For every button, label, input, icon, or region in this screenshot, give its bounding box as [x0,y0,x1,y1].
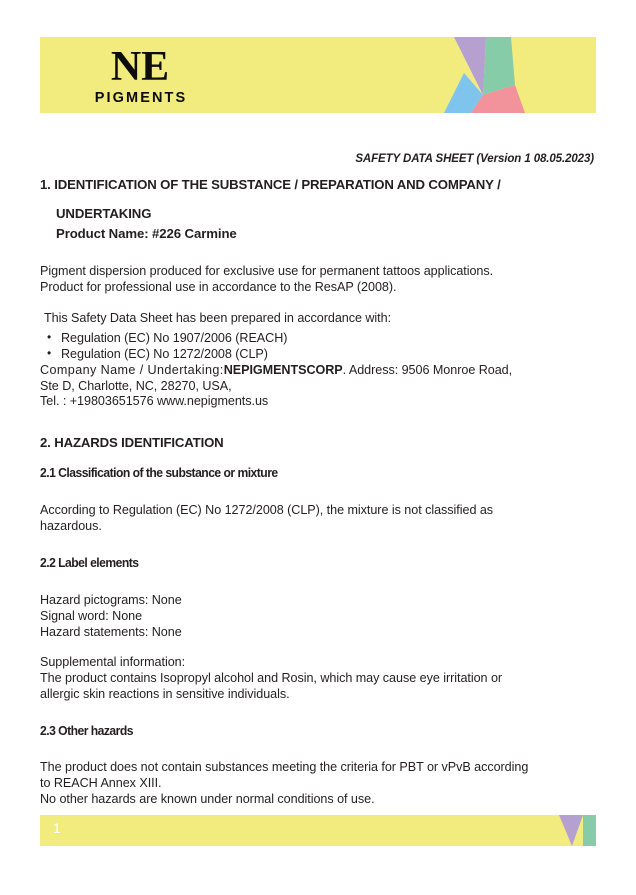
hazard-statements: Hazard statements: None [40,624,182,639]
section-2-3-title: 2.3 Other hazards [40,723,133,738]
company-line-1 [40,363,596,379]
brand-name: NE [110,44,170,90]
prepared-lead: This Safety Data Sheet has been prepared in accordance with: [44,311,392,326]
company-name: NEPIGMENTSCORP [223,362,343,377]
product-name: Product Name: #226 Carmine [56,225,237,241]
brand-subtitle: PIGMENTS [94,89,188,106]
footer-banner [40,815,596,846]
safety-data-sheet-version: SAFETY DATA SHEET (Version 1 08.05.2023) [355,153,594,165]
company-contact: Tel. : +19803651576 www.nepigments.us [40,394,269,409]
undertaking-label: UNDERTAKING [56,205,152,221]
list-item: • Regulation (EC) No 1272/2008 (CLP) [45,347,596,363]
intro-line-1: Pigment dispersion produced for exclusive use for permanent tattoos applications. [40,264,494,279]
section-1-intro [40,264,596,296]
regulation-list [40,331,596,363]
company-label: Company Name / Undertaking: [40,362,224,377]
section-2-2-title: 2.2 Label elements [40,556,139,571]
classification-line-1: According to Regulation (EC) No 1272/2008 (CLP), the mixture is not classified as [40,502,494,517]
classification-line-2: hazardous. [40,518,102,533]
other-hazards-line-2: to REACH Annex XIII. [40,776,162,791]
header-banner [40,37,596,113]
section-2-1-title: 2.1 Classification of the substance or mixture [40,466,278,481]
company-address-part-1: . Address: 9506 Monroe Road, [342,362,513,377]
intro-line-2: Product for professional use in accordance to the ResAP (2008). [40,280,397,295]
hourglass-butterfly-mark-icon [442,37,538,113]
section-1-undertaking-block [40,204,596,244]
triangle-mark-icon [556,815,596,846]
hazard-pictograms: Hazard pictograms: None [40,592,182,607]
other-hazards-line-3: No other hazards are known under normal conditions of use. [40,792,375,807]
section-2-title: 2. HAZARDS IDENTIFICATION [40,435,224,451]
section-1-title: 1. IDENTIFICATION OF THE SUBSTANCE / PREPARATION AND COMPANY / [40,177,501,192]
supplemental-label: Supplemental information: [40,655,186,670]
supplemental-line-1: The product contains Isopropyl alcohol and Rosin, which may cause eye irritation or [40,671,503,686]
document-body [40,177,596,808]
label-elements-body [40,593,596,641]
section-2 [40,434,596,808]
signal-word: Signal word: None [40,608,143,623]
supplemental-information [40,655,596,703]
other-hazards-line-1: The product does not contain substances meeting the criteria for PBT or vPvB according [40,760,529,775]
other-hazards-body [40,760,596,808]
section-2-1-body [40,503,596,535]
brand-logo [90,46,190,105]
prepared-statement [40,311,596,327]
company-details [40,363,596,411]
company-line-2: Ste D, Charlotte, NC, 28270, USA, [40,378,232,393]
supplemental-line-2: allergic skin reactions in sensitive individuals. [40,687,290,702]
list-item: • Regulation (EC) No 1907/2006 (REACH) [45,331,596,347]
page-number: 1 [53,820,61,836]
